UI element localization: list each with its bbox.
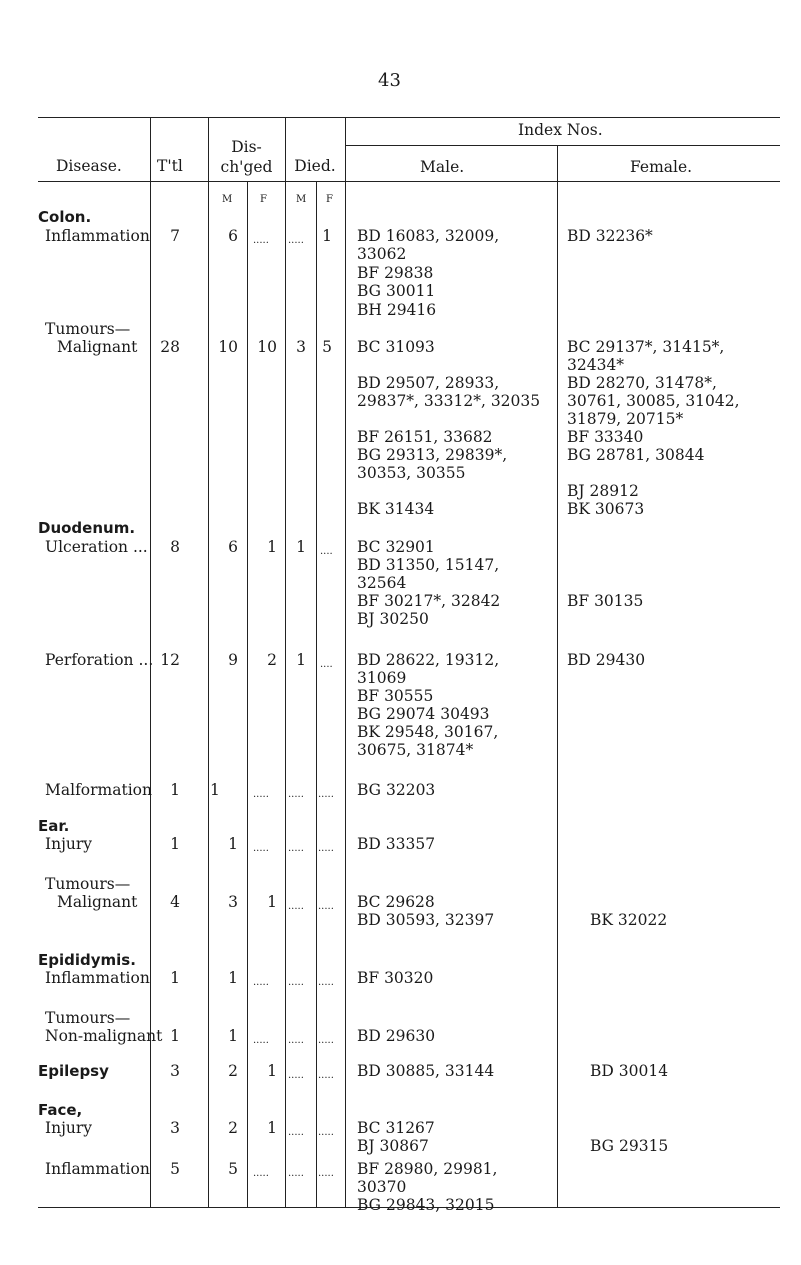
female-index: BK 32022: [590, 911, 668, 929]
died-f: ....: [320, 546, 333, 557]
male-index: BC 32901: [357, 538, 435, 556]
header-female: Female.: [630, 158, 693, 176]
male-index: BG 30011: [357, 282, 436, 300]
discharged-m: 10: [218, 338, 238, 356]
died-f: .....: [318, 977, 334, 988]
died-m: .....: [288, 789, 304, 800]
died-f: ....: [320, 659, 333, 670]
total-count: 1: [170, 1027, 180, 1045]
male-index: BD 28622, 19312,: [357, 651, 500, 669]
male-index: BK 29548, 30167,: [357, 723, 499, 741]
female-index: 31879, 20715*: [567, 410, 684, 428]
died-m: .....: [288, 977, 304, 988]
total-count: 28: [160, 338, 180, 356]
disease-name: Non-malignant: [45, 1027, 163, 1045]
disease-name: Tumours—: [45, 320, 131, 338]
discharged-f: .....: [253, 789, 269, 800]
header-discharged-m: M: [222, 194, 233, 205]
header-died-f: F: [326, 194, 333, 205]
disease-name: Tumours—: [45, 1009, 131, 1027]
male-index: BC 29628: [357, 893, 435, 911]
header-discharged-f: F: [260, 194, 267, 205]
discharged-m: 6: [228, 538, 238, 556]
female-index: BF 33340: [567, 428, 644, 446]
male-index: 31069: [357, 669, 407, 687]
total-count: 1: [170, 835, 180, 853]
page-number: 43: [378, 70, 401, 91]
male-index: BF 30217*, 32842: [357, 592, 501, 610]
section-heading: Epilepsy: [38, 1062, 109, 1080]
died-f: .....: [318, 1127, 334, 1138]
female-index: BJ 28912: [567, 482, 639, 500]
died-m: .....: [288, 1127, 304, 1138]
male-index: BD 29507, 28933,: [357, 374, 500, 392]
discharged-m: 3: [228, 893, 238, 911]
discharged-f: .....: [253, 977, 269, 988]
total-count: 4: [170, 893, 180, 911]
discharged-f: 10: [257, 338, 277, 356]
total-count: 8: [170, 538, 180, 556]
total-count: 1: [170, 969, 180, 987]
male-index: BK 31434: [357, 500, 435, 518]
died-f: .....: [318, 1168, 334, 1179]
index-subheader-rule: [345, 145, 780, 146]
female-index: BD 29430: [567, 651, 646, 669]
total-count: 3: [170, 1119, 180, 1137]
male-index: 30675, 31874*: [357, 741, 474, 759]
section-heading: Ear.: [38, 817, 70, 835]
male-index: 30370: [357, 1178, 407, 1196]
male-index: BD 31350, 15147,: [357, 556, 500, 574]
section-heading: Duodenum.: [38, 519, 136, 537]
died-f: .....: [318, 789, 334, 800]
discharged-f: 1: [267, 538, 277, 556]
female-index: 30761, 30085, 31042,: [567, 392, 740, 410]
male-index: 33062: [357, 245, 407, 263]
female-index: 32434*: [567, 356, 625, 374]
col-divider: [247, 181, 248, 1207]
female-index: BG 29315: [590, 1137, 669, 1155]
female-index: BD 28270, 31478*,: [567, 374, 717, 392]
female-index: BD 32236*: [567, 227, 653, 245]
died-m: .....: [288, 1168, 304, 1179]
male-index: 29837*, 33312*, 32035: [357, 392, 541, 410]
disease-name: Injury: [45, 1119, 93, 1137]
col-divider: [557, 145, 558, 1207]
col-divider: [345, 117, 346, 1207]
discharged-m: 1: [228, 835, 238, 853]
total-count: 1: [170, 781, 180, 799]
died-m: .....: [288, 1070, 304, 1081]
total-count: 7: [170, 227, 180, 245]
discharged-f: 1: [267, 1119, 277, 1137]
discharged-f: .....: [253, 235, 269, 246]
disease-name: Inflammation: [45, 227, 150, 245]
disease-name: Perforation ...: [45, 651, 154, 669]
died-f: .....: [318, 1035, 334, 1046]
died-m: .....: [288, 901, 304, 912]
header-total: T'tl: [157, 157, 183, 175]
header-male: Male.: [420, 158, 465, 176]
section-heading: Face,: [38, 1101, 83, 1119]
discharged-f: 2: [267, 651, 277, 669]
total-count: 12: [160, 651, 180, 669]
header-died: Died.: [294, 157, 336, 175]
died-f: .....: [318, 843, 334, 854]
died-m: 3: [296, 338, 306, 356]
total-count: 3: [170, 1062, 180, 1080]
total-count: 5: [170, 1160, 180, 1178]
male-index: BF 26151, 33682: [357, 428, 493, 446]
disease-name: Ulceration ...: [45, 538, 148, 556]
discharged-m: 2: [228, 1062, 238, 1080]
header-died-m: M: [296, 194, 307, 205]
male-index: BF 28980, 29981,: [357, 1160, 498, 1178]
discharged-m: 6: [228, 227, 238, 245]
header-disease: Disease.: [56, 157, 122, 175]
header-discharged: Dis- ch'ged: [220, 138, 273, 176]
male-index: BG 29313, 29839*,: [357, 446, 508, 464]
header-index-nos: Index Nos.: [518, 121, 603, 139]
male-index: BC 31267: [357, 1119, 435, 1137]
male-index: BD 30593, 32397: [357, 911, 495, 929]
died-f: .....: [318, 901, 334, 912]
discharged-f: .....: [253, 1035, 269, 1046]
died-m: .....: [288, 1035, 304, 1046]
section-heading: Epididymis.: [38, 951, 136, 969]
died-m: 1: [296, 538, 306, 556]
discharged-m: 1: [228, 969, 238, 987]
male-index: BF 30555: [357, 687, 434, 705]
died-f: .....: [318, 1070, 334, 1081]
col-divider: [316, 181, 317, 1207]
male-index: BD 16083, 32009,: [357, 227, 500, 245]
section-heading: Colon.: [38, 208, 92, 226]
female-index: BG 28781, 30844: [567, 446, 705, 464]
male-index: BJ 30867: [357, 1137, 429, 1155]
discharged-m: 9: [228, 651, 238, 669]
died-m: .....: [288, 235, 304, 246]
male-index: BG 29843, 32015: [357, 1196, 495, 1214]
female-index: BC 29137*, 31415*,: [567, 338, 725, 356]
disease-name: Malformation: [45, 781, 152, 799]
male-index: 30353, 30355: [357, 464, 466, 482]
male-index: BJ 30250: [357, 610, 429, 628]
disease-name: Malignant: [57, 338, 138, 356]
female-index: BF 30135: [567, 592, 644, 610]
discharged-f: .....: [253, 1168, 269, 1179]
male-index: BF 30320: [357, 969, 434, 987]
male-index: BD 33357: [357, 835, 436, 853]
male-index: BG 32203: [357, 781, 436, 799]
male-index: 32564: [357, 574, 407, 592]
male-index: BH 29416: [357, 301, 437, 319]
male-index: BD 30885, 33144: [357, 1062, 495, 1080]
died-f: 1: [322, 227, 332, 245]
male-index: BD 29630: [357, 1027, 436, 1045]
disease-name: Injury: [45, 835, 93, 853]
discharged-m: 5: [228, 1160, 238, 1178]
died-m: 1: [296, 651, 306, 669]
discharged-m: 1: [210, 781, 220, 799]
male-index: BC 31093: [357, 338, 435, 356]
disease-name: Inflammation: [45, 1160, 150, 1178]
discharged-f: 1: [267, 1062, 277, 1080]
discharged-m: 1: [228, 1027, 238, 1045]
male-index: BG 29074 30493: [357, 705, 490, 723]
female-index: BK 30673: [567, 500, 645, 518]
discharged-m: 2: [228, 1119, 238, 1137]
died-m: .....: [288, 843, 304, 854]
died-f: 5: [322, 338, 332, 356]
disease-name: Inflammation: [45, 969, 150, 987]
discharged-f: .....: [253, 843, 269, 854]
female-index: BD 30014: [590, 1062, 669, 1080]
disease-name: Malignant: [57, 893, 138, 911]
male-index: BF 29838: [357, 264, 434, 282]
disease-name: Tumours—: [45, 875, 131, 893]
discharged-f: 1: [267, 893, 277, 911]
